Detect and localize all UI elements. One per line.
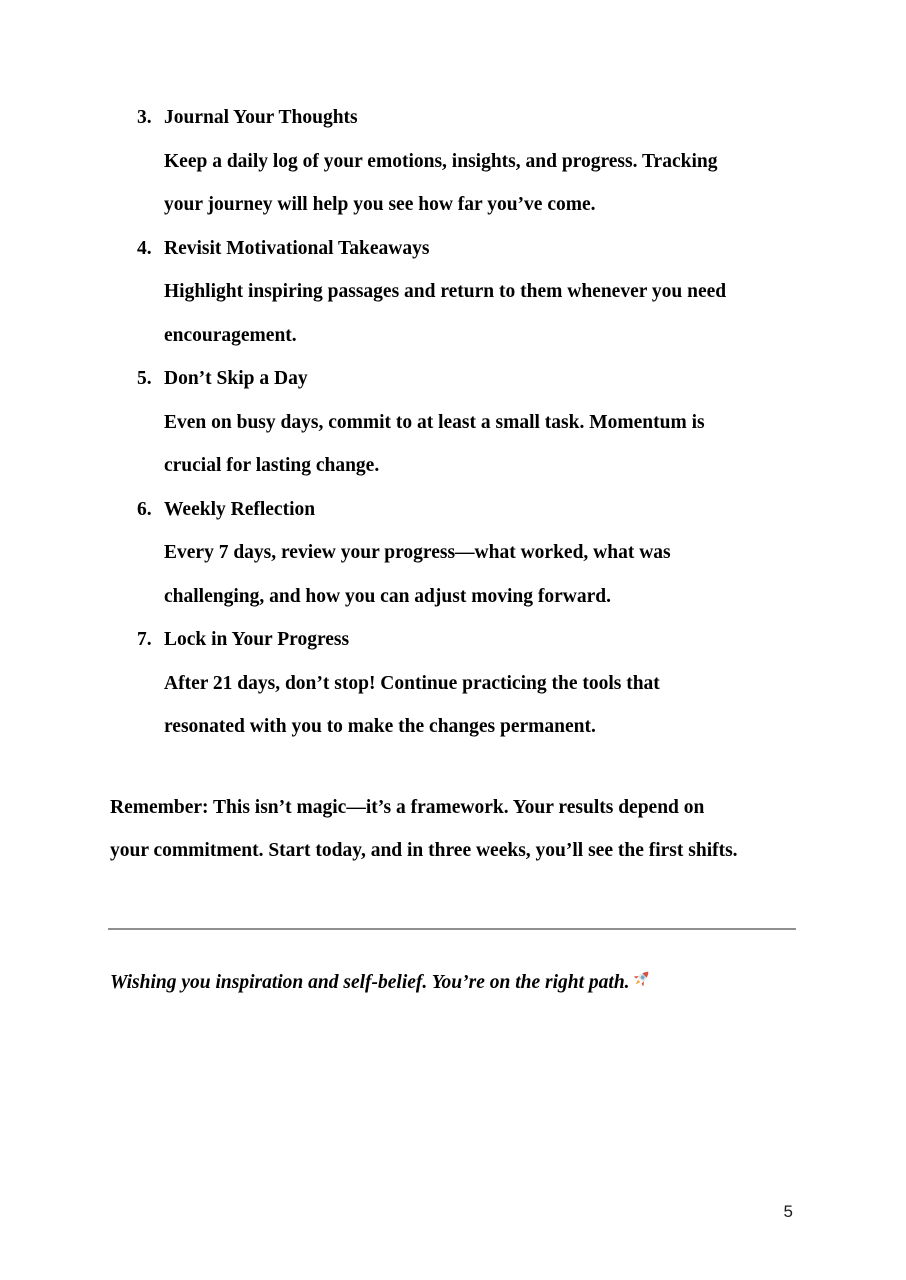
page-number: 5 (783, 1202, 793, 1221)
section-divider (108, 928, 796, 930)
list-item-desc-line: challenging, and how you can adjust moving forward. (164, 585, 611, 607)
document-body (110, 96, 800, 1004)
list-item (110, 488, 800, 619)
list-item-number: 3. (137, 107, 152, 128)
numbered-list (110, 96, 800, 749)
list-item-heading (110, 96, 800, 140)
list-item-title: Weekly Reflection (164, 498, 316, 520)
list-item (110, 96, 800, 227)
list-item-number: 6. (137, 498, 152, 520)
list-item-desc-line: Highlight inspiring passages and return to them whenever you need (164, 281, 727, 302)
list-item-title: Lock in Your Progress (164, 629, 350, 650)
signoff-line (110, 961, 800, 1005)
list-item-number: 4. (137, 237, 152, 259)
list-item-heading (110, 488, 800, 532)
list-item-desc-line: resonated with you to make the changes permanent. (164, 716, 596, 737)
list-item (110, 357, 800, 488)
list-item-title: Revisit Motivational Takeaways (164, 237, 430, 259)
list-item-desc-line: Every 7 days, review your progress—what worked, what was (164, 542, 671, 563)
closing-paragraph (110, 786, 800, 873)
list-item-desc-line: crucial for lasting change. (164, 455, 380, 476)
list-item-title: Don’t Skip a Day (164, 368, 308, 389)
list-item-number: 7. (137, 629, 152, 650)
list-item-heading (110, 618, 800, 662)
list-item (110, 227, 800, 358)
rocket-icon (629, 959, 660, 990)
list-item-heading (110, 357, 800, 401)
closing-line: Remember: This isn’t magic—it’s a framework. Your results depend on (110, 796, 705, 818)
list-item-desc-line: your journey will help you see how far you’ve come. (164, 194, 596, 215)
list-item-desc-line: After 21 days, don’t stop! Continue practicing the tools that (164, 672, 660, 694)
list-item-desc-line: Even on busy days, commit to at least a small task. Momentum is (164, 411, 705, 433)
list-item-number: 5. (137, 368, 152, 389)
closing-line: your commitment. Start today, and in three weeks, you’ll see the first shifts. (110, 840, 738, 861)
list-item-desc-line: Keep a daily log of your emotions, insights, and progress. Tracking (164, 150, 718, 172)
signoff-text: Wishing you inspiration and self-belief. You’re on the right path. (110, 971, 630, 993)
list-item (110, 618, 800, 749)
list-item-desc-line: encouragement. (164, 324, 297, 346)
list-item-title: Journal Your Thoughts (164, 107, 358, 128)
list-item-heading (110, 227, 800, 271)
